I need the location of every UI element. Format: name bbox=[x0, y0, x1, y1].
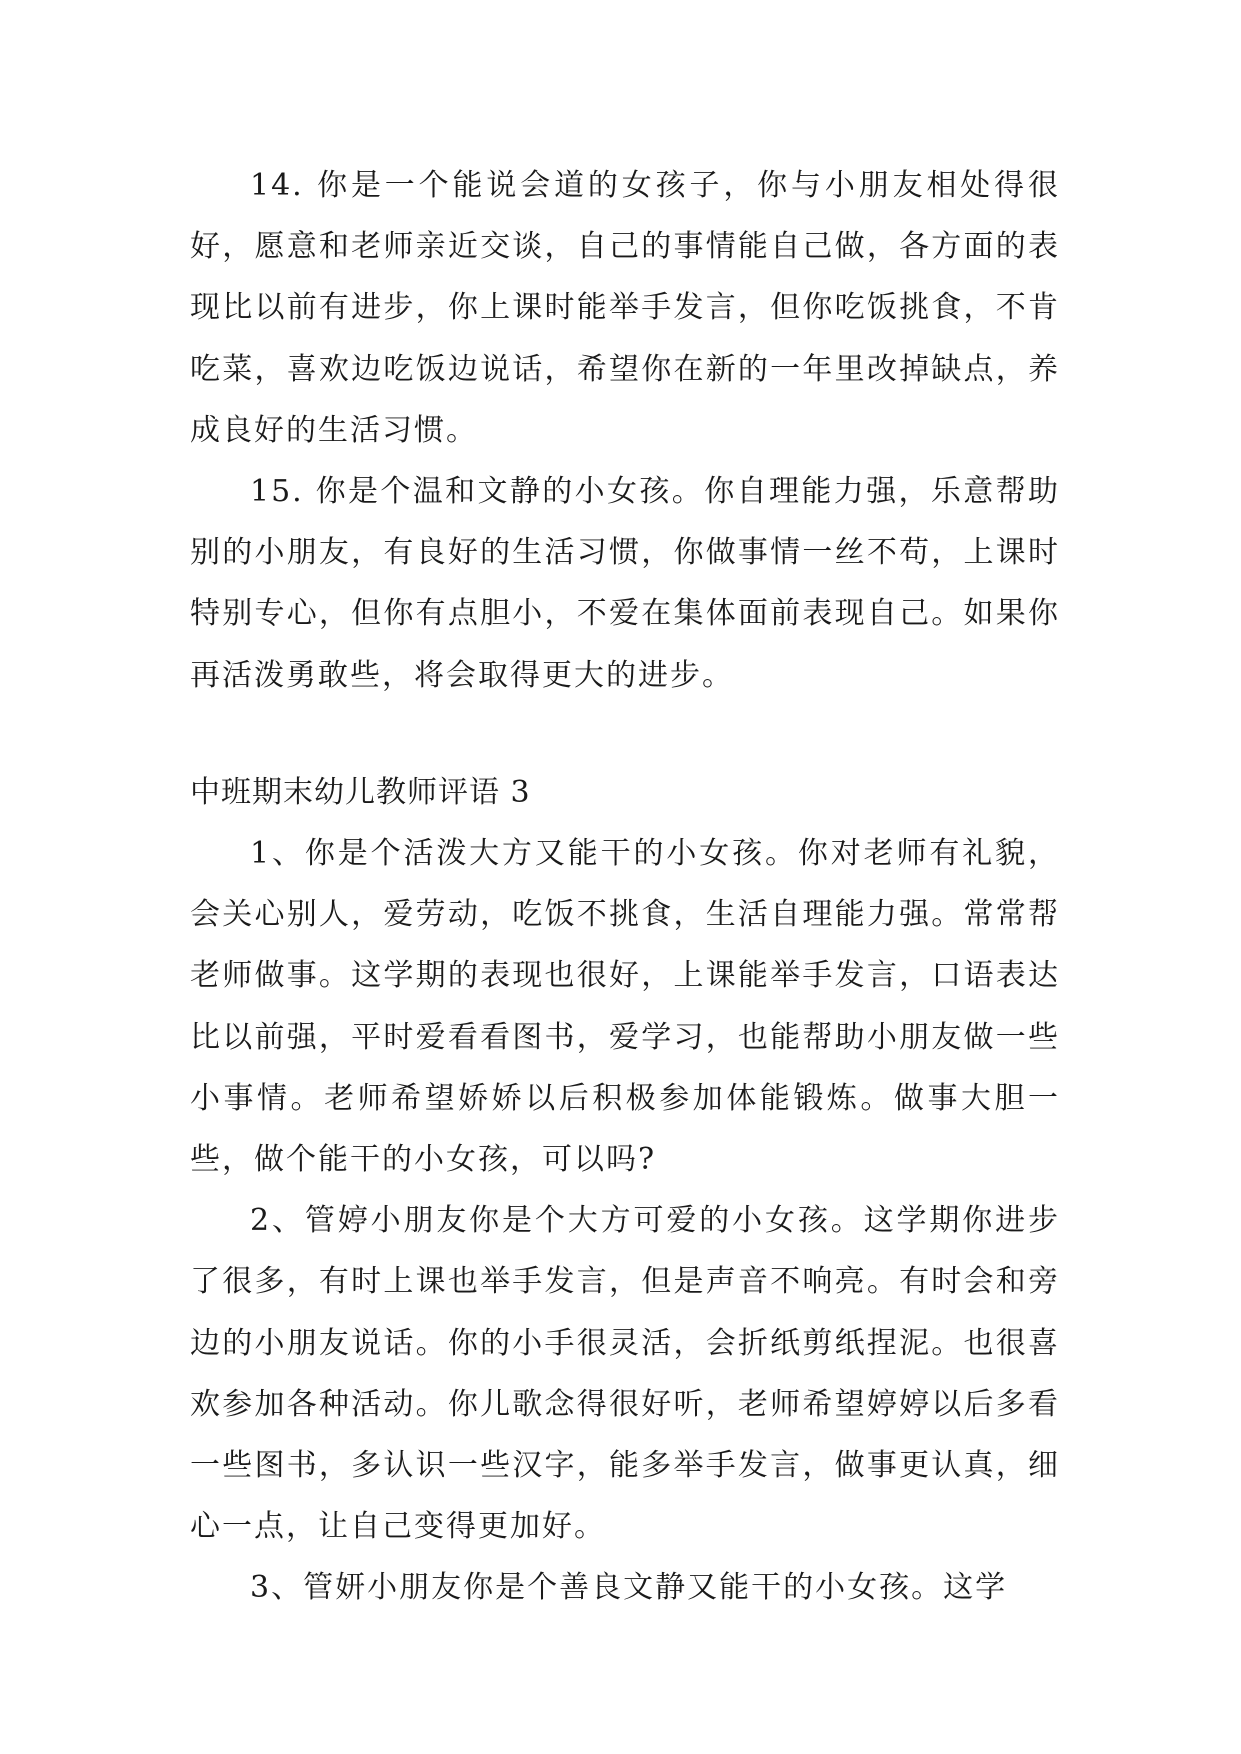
document-body bbox=[190, 155, 1060, 1619]
paragraph-15: 15. 你是个温和文静的小女孩。你自理能力强，乐意帮助别的小朋友，有良好的生活习惯，你做事情一丝不苟，上课时特别专心，但你有点胆小，不爱在集体面前表现自己。如果你再活泼勇敢些，将会取得更大的进步。 bbox=[190, 474, 1060, 693]
paragraph-14: 14. 你是一个能说会道的女孩子，你与小朋友相处得很好，愿意和老师亲近交谈，自己的事情能自己做，各方面的表现比以前有进步，你上课时能举手发言，但你吃饭挑食，不肯吃菜，喜欢边吃饭边说话，希望你在新的一年里改掉缺点，养成良好的生活习惯。 bbox=[190, 168, 1060, 448]
paragraph-1: 1、你是个活泼大方又能干的小女孩。你对老师有礼貌，会关心别人，爱劳动，吃饭不挑食，生活自理能力强。常常帮老师做事。这学期的表现也很好，上课能举手发言，口语表达比以前强，平时爱看看图书，爱学习，也能帮助小朋友做一些小事情。老师希望娇娇以后积极参加体能锻炼。做事大胆一些，做个能干的小女孩，可以吗? bbox=[190, 836, 1060, 1178]
paragraph-3: 3、管妍小朋友你是个善良文静又能干的小女孩。这学 bbox=[250, 1570, 1008, 1606]
paragraph-2: 2、管婷小朋友你是个大方可爱的小女孩。这学期你进步了很多，有时上课也举手发言，但是声音不响亮。有时会和旁边的小朋友说话。你的小手很灵活，会折纸剪纸捏泥。也很喜欢参加各种活动。你儿歌念得很好听，老师希望婷婷以后多看一些图书，多认识一些汉字，能多举手发言，做事更认真，细心一点，让自己变得更加好。 bbox=[190, 1203, 1060, 1545]
section-heading: 中班期末幼儿教师评语 3 bbox=[190, 774, 531, 810]
